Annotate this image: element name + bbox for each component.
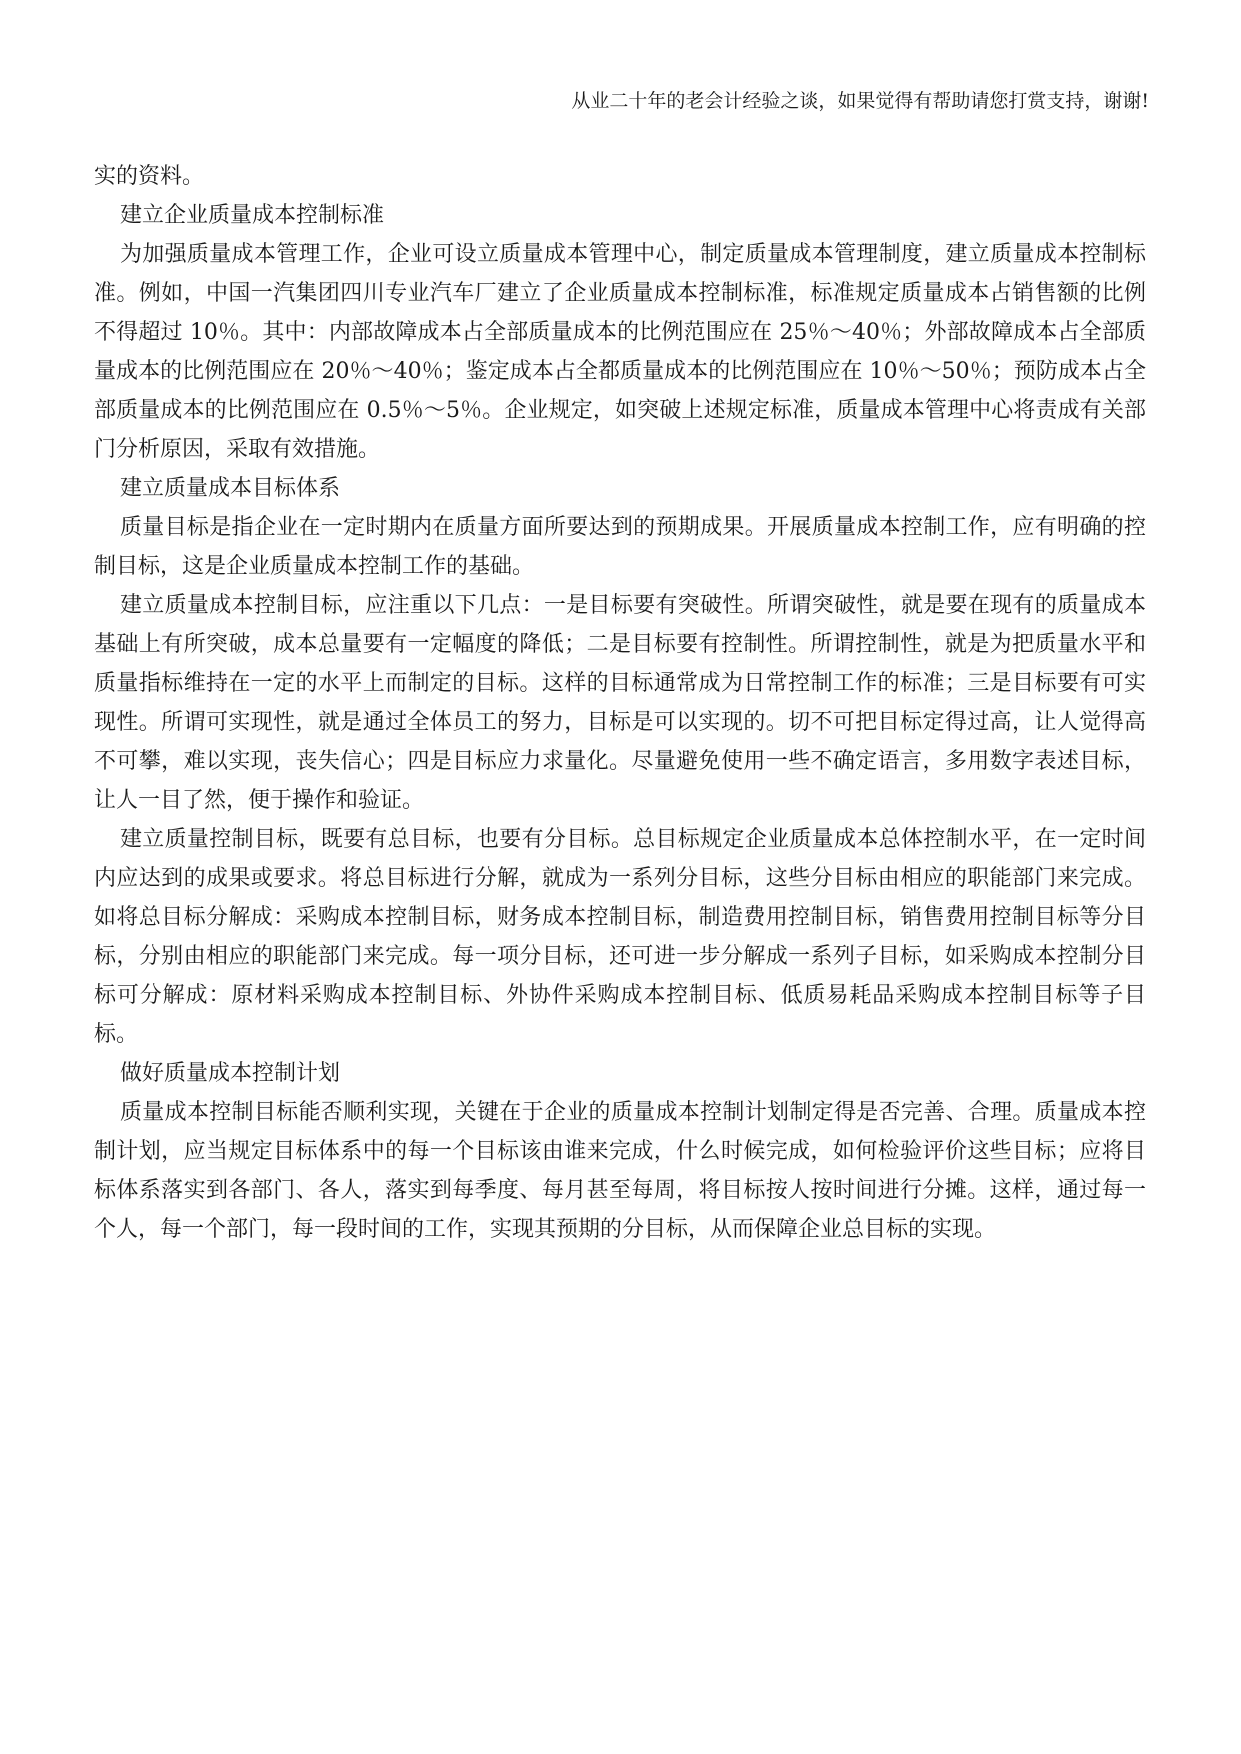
- paragraph-continuation: 实的资料。: [94, 164, 205, 189]
- document-body: [94, 157, 1146, 1249]
- paragraph-quality-target-definition: 质量目标是指企业在一定时期内在质量方面所要达到的预期成果。开展质量成本控制工作，应有明确的控制目标，这是企业质量成本控制工作的基础。: [94, 515, 1146, 579]
- paragraph-control-plan: 质量成本控制目标能否顺利实现，关键在于企业的质量成本控制计划制定得是否完善、合理。质量成本控制计划，应当规定目标体系中的每一个目标该由谁来完成，什么时候完成，如何检验评价这些目标；应将目标体系落实到各部门、各人，落实到每季度、每月甚至每周，将目标按人按时间进行分摊。这样，通过每一个人，每一个部门，每一段时间的工作，实现其预期的分目标，从而保障企业总目标的实现。: [94, 1100, 1146, 1242]
- paragraph-standard-details: 为加强质量成本管理工作，企业可设立质量成本管理中心，制定质量成本管理制度，建立质量成本控制标准。例如，中国一汽集团四川专业汽车厂建立了企业质量成本控制标准，标准规定质量成本占销售额的比例不得超过 10％。其中：内部故障成本占全部质量成本的比例范围应在 25％～40％；外部故障成本占全部质量成本的比例范围应在 20％～40％；鉴定成本占全都质量成本的比例范围应在 10％～50％；预防成本占全部质量成本的比例范围应在 0.5％～5％。企业规定，如突破上述规定标准，质量成本管理中心将责成有关部门分析原因，采取有效措施。: [94, 242, 1146, 462]
- paragraph-target-decomposition: 建立质量控制目标，既要有总目标，也要有分目标。总目标规定企业质量成本总体控制水平，在一定时间内应达到的成果或要求。将总目标进行分解，就成为一系列分目标，这些分目标由相应的职能部门来完成。如将总目标分解成：采购成本控制目标，财务成本控制目标，制造费用控制目标，销售费用控制目标等分目标，分别由相应的职能部门来完成。每一项分目标，还可进一步分解成一系列子目标，如采购成本控制分目标可分解成：原材料采购成本控制目标、外协件采购成本控制目标、低质易耗品采购成本控制目标等子目标。: [94, 827, 1146, 1047]
- section-heading-control-plan: 做好质量成本控制计划: [120, 1061, 341, 1086]
- paragraph-target-principles: 建立质量成本控制目标，应注重以下几点：一是目标要有突破性。所谓突破性，就是要在现有的质量成本基础上有所突破，成本总量要有一定幅度的降低；二是目标要有控制性。所谓控制性，就是为把质量水平和质量指标维持在一定的水平上而制定的目标。这样的目标通常成为日常控制工作的标准；三是目标要有可实现性。所谓可实现性，就是通过全体员工的努力，目标是可以实现的。切不可把目标定得过高，让人觉得高不可攀，难以实现，丧失信心；四是目标应力求量化。尽量避免使用一些不确定语言，多用数字表述目标，让人一目了然，便于操作和验证。: [94, 593, 1146, 813]
- section-heading-quality-cost-standard: 建立企业质量成本控制标准: [120, 203, 385, 228]
- header-note: 从业二十年的老会计经验之谈，如果觉得有帮助请您打赏支持，谢谢!: [571, 90, 1149, 112]
- section-heading-target-system: 建立质量成本目标体系: [120, 476, 341, 501]
